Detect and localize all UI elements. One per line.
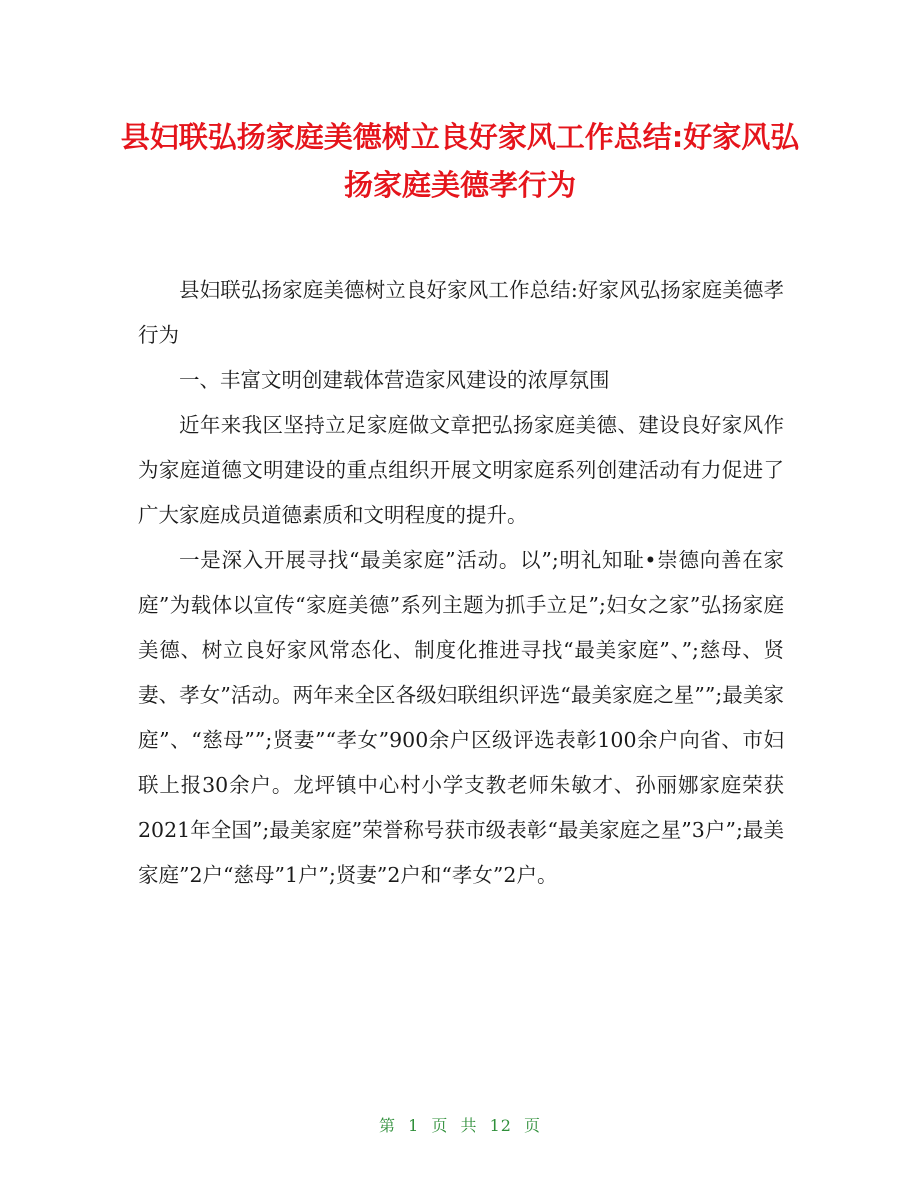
paragraph-overview: 近年来我区坚持立足家庭做文章把弘扬家庭美德、建设良好家风作为家庭道德文明建设的重点组织开展文明家庭系列创建活动有力促进了广大家庭成员道德素质和文明程度的提升。 — [138, 413, 784, 527]
footer-total-pages: 12 — [489, 1116, 512, 1135]
document-body — [138, 268, 784, 898]
footer-suffix: 页 — [524, 1116, 542, 1135]
page-footer — [0, 1113, 920, 1136]
footer-total-word: 共 — [460, 1116, 478, 1135]
paragraph-section-heading: 一、丰富文明创建载体营造家风建设的浓厚氛围 — [179, 368, 610, 392]
footer-page-word: 页 — [431, 1116, 449, 1135]
footer-current-page: 1 — [408, 1116, 420, 1135]
footer-prefix: 第 — [378, 1116, 396, 1135]
paragraph-activity: 一是深入开展寻找“最美家庭”活动。以”;明礼知耻•崇德向善在家庭”为载体以宣传“家庭美德”系列主题为抓手立足”;妇女之家”弘扬家庭美德、树立良好家风常态化、制度化推进寻找“最美家庭”、”;慈母、贤妻、孝女”活动。两年来全区各级妇联组织评选“最美家庭之星””;最美家庭”、“慈母””;贤妻”“孝女”900余户区级评选表彰100余户向省、市妇联上报30余户。龙坪镇中心村小学支教老师朱敏才、孙丽娜家庭荣获2021年全国”;最美家庭”荣誉称号获市级表彰“最美家庭之星”3户”;最美家庭”2户“慈母”1户”;贤妻”2户和“孝女”2户。 — [138, 548, 784, 887]
document-title: 县妇联弘扬家庭美德树立良好家风工作总结:好家风弘扬家庭美德孝行为 — [120, 120, 800, 202]
paragraph-intro: 县妇联弘扬家庭美德树立良好家风工作总结:好家风弘扬家庭美德孝行为 — [138, 278, 784, 347]
